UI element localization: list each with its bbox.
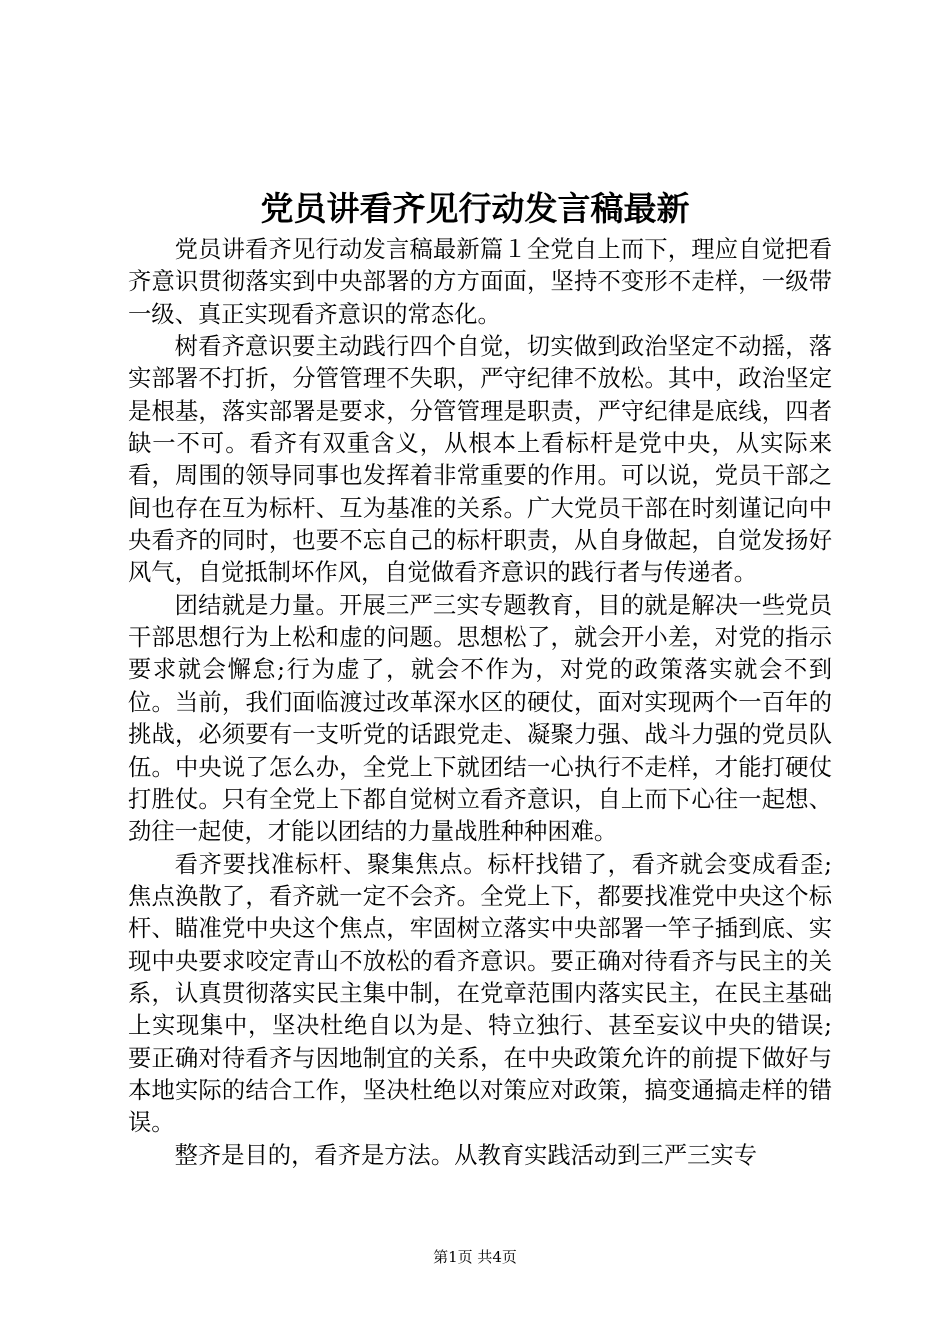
paragraph: 党员讲看齐见行动发言稿最新篇１全党自上而下，理应自觉把看齐意识贯彻落实到中央部署的方方面面，坚持不变形不走样，一级带一级、真正实现看齐意识的常态化。 bbox=[128, 236, 832, 328]
document-body bbox=[128, 234, 832, 1172]
paragraph: 看齐要找准标杆、聚集焦点。标杆找错了，看齐就会变成看歪;焦点涣散了，看齐就一定不会齐。全党上下，都要找准党中央这个标杆、瞄准党中央这个焦点，牢固树立落实中央部署一竿子插到底、实现中央要求咬定青山不放松的看齐意识。要正确对待看齐与民主的关系，认真贯彻落实民主集中制，在党章范围内落实民主，在民主基础上实现集中，坚决杜绝自以为是、特立独行、甚至妄议中央的错误;要正确对待看齐与因地制宜的关系，在中央政策允许的前提下做好与本地实际的结合工作，坚决杜绝以对策应对政策，搞变通搞走样的错误。 bbox=[128, 850, 832, 1137]
paragraph: 树看齐意识要主动践行四个自觉，切实做到政治坚定不动摇，落实部署不打折，分管管理不失职，严守纪律不放松。其中，政治坚定是根基，落实部署是要求，分管管理是职责，严守纪律是底线，四者缺一不可。看齐有双重含义，从根本上看标杆是党中央，从实际来看，周围的领导同事也发挥着非常重要的作用。可以说，党员干部之间也存在互为标杆、互为基准的关系。广大党员干部在时刻谨记向中央看齐的同时，也要不忘自己的标杆职责，从自身做起，自觉发扬好风气，自觉抵制坏作风，自觉做看齐意识的践行者与传递者。 bbox=[128, 333, 832, 587]
page-footer: 第1页 共4页 bbox=[433, 1248, 517, 1266]
document-title: 党员讲看齐见行动发言稿最新 bbox=[260, 189, 690, 228]
paragraph: 团结就是力量。开展三严三实专题教育，目的就是解决一些党员干部思想行为上松和虚的问题。思想松了，就会开小差，对党的指示要求就会懈怠;行为虚了，就会不作为，对党的政策落实就会不到位。当前，我们面临渡过改革深水区的硬仗，面对实现两个一百年的挑战，必须要有一支听党的话跟党走、凝聚力强、战斗力强的党员队伍。中央说了怎么办，全党上下就团结一心执行不走样，才能打硬仗打胜仗。只有全党上下都自觉树立看齐意识，自上而下心往一起想、劲往一起使，才能以团结的力量战胜种种困难。 bbox=[128, 591, 832, 846]
paragraph: 整齐是目的，看齐是方法。从教育实践活动到三严三实专 bbox=[174, 1141, 758, 1169]
